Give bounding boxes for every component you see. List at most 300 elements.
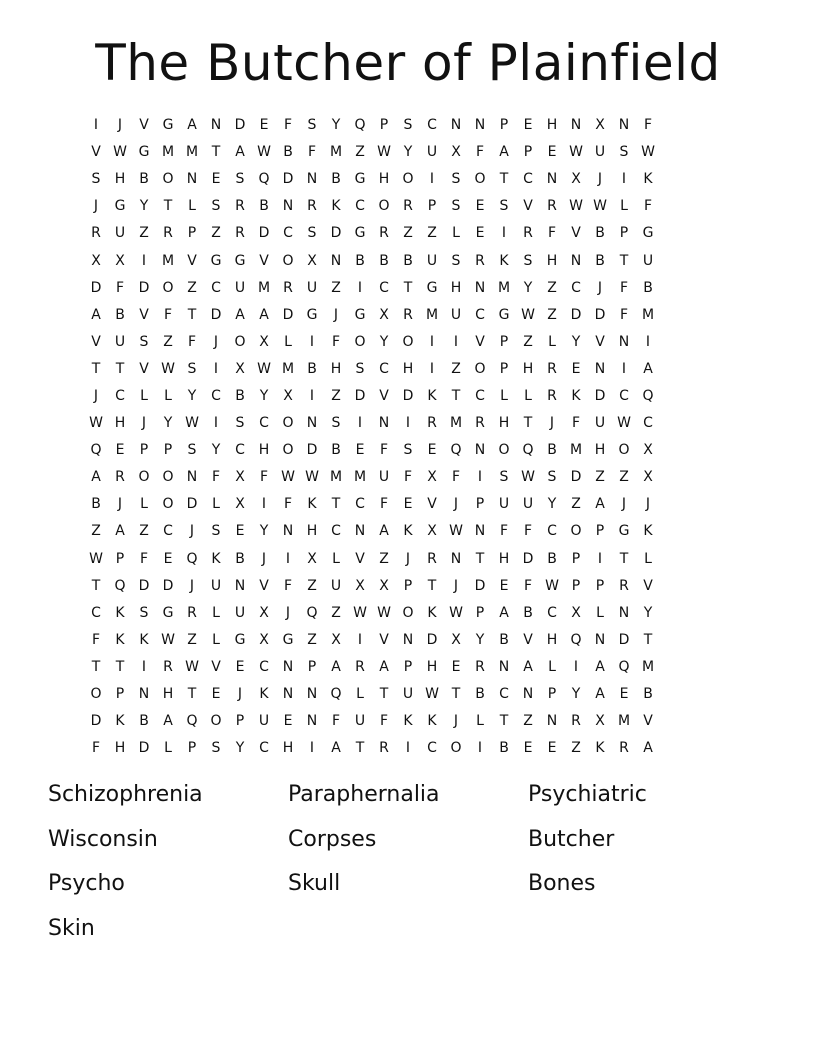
- grid-letter[interactable]: D: [162, 577, 174, 594]
- grid-letter[interactable]: W: [521, 469, 535, 486]
- grid-letter[interactable]: I: [501, 225, 507, 242]
- grid-letter[interactable]: J: [189, 523, 195, 540]
- grid-letter[interactable]: P: [403, 577, 413, 594]
- grid-letter[interactable]: U: [642, 252, 654, 269]
- grid-letter[interactable]: I: [453, 333, 459, 350]
- grid-letter[interactable]: C: [547, 604, 557, 621]
- grid-letter[interactable]: W: [353, 604, 367, 621]
- grid-letter[interactable]: Z: [403, 225, 413, 242]
- grid-letter[interactable]: C: [643, 415, 653, 432]
- grid-letter[interactable]: O: [498, 442, 510, 459]
- grid-letter[interactable]: K: [643, 523, 653, 540]
- grid-letter[interactable]: C: [619, 387, 629, 404]
- grid-letter[interactable]: G: [618, 523, 630, 540]
- grid-letter[interactable]: X: [451, 631, 461, 648]
- grid-letter[interactable]: Z: [379, 550, 389, 567]
- grid-letter[interactable]: N: [186, 469, 198, 486]
- grid-letter[interactable]: N: [546, 171, 558, 188]
- grid-letter[interactable]: G: [162, 604, 174, 621]
- grid-letter[interactable]: D: [330, 225, 342, 242]
- grid-letter[interactable]: Y: [475, 631, 485, 648]
- grid-letter[interactable]: R: [547, 198, 557, 215]
- grid-letter[interactable]: Y: [571, 333, 581, 350]
- grid-letter[interactable]: G: [354, 171, 366, 188]
- grid-letter[interactable]: L: [140, 496, 148, 513]
- grid-letter[interactable]: T: [115, 658, 125, 675]
- grid-letter[interactable]: B: [307, 360, 317, 377]
- grid-letter[interactable]: D: [426, 631, 438, 648]
- grid-letter[interactable]: I: [309, 387, 315, 404]
- grid-letter[interactable]: O: [570, 523, 582, 540]
- grid-letter[interactable]: X: [235, 469, 245, 486]
- grid-letter[interactable]: I: [477, 740, 483, 757]
- grid-letter[interactable]: Q: [522, 442, 534, 459]
- grid-letter[interactable]: R: [91, 225, 101, 242]
- grid-letter[interactable]: Z: [139, 225, 149, 242]
- grid-letter[interactable]: T: [643, 631, 653, 648]
- grid-letter[interactable]: X: [427, 523, 437, 540]
- grid-letter[interactable]: L: [596, 604, 604, 621]
- grid-letter[interactable]: B: [547, 550, 557, 567]
- grid-letter[interactable]: N: [306, 713, 318, 730]
- grid-letter[interactable]: E: [283, 713, 293, 730]
- grid-letter[interactable]: S: [235, 171, 245, 188]
- grid-letter[interactable]: W: [89, 550, 103, 567]
- grid-letter[interactable]: U: [306, 279, 318, 296]
- grid-letter[interactable]: I: [141, 658, 147, 675]
- grid-letter[interactable]: U: [330, 577, 342, 594]
- grid-letter[interactable]: N: [282, 198, 294, 215]
- grid-letter[interactable]: X: [379, 577, 389, 594]
- grid-letter[interactable]: N: [378, 415, 390, 432]
- grid-letter[interactable]: I: [621, 360, 627, 377]
- grid-letter[interactable]: A: [499, 144, 509, 161]
- grid-letter[interactable]: X: [283, 387, 293, 404]
- grid-letter[interactable]: R: [619, 740, 629, 757]
- grid-letter[interactable]: X: [643, 442, 653, 459]
- grid-letter[interactable]: S: [451, 198, 461, 215]
- grid-letter[interactable]: P: [571, 550, 581, 567]
- grid-letter[interactable]: W: [257, 144, 271, 161]
- grid-letter[interactable]: C: [379, 360, 389, 377]
- grid-letter[interactable]: T: [379, 686, 389, 703]
- grid-letter[interactable]: X: [331, 631, 341, 648]
- grid-letter[interactable]: C: [475, 306, 485, 323]
- grid-letter[interactable]: F: [547, 225, 557, 242]
- grid-letter[interactable]: Y: [235, 740, 245, 757]
- grid-letter[interactable]: H: [450, 279, 462, 296]
- grid-letter[interactable]: U: [498, 496, 510, 513]
- grid-letter[interactable]: J: [93, 387, 99, 404]
- grid-letter[interactable]: S: [187, 360, 197, 377]
- grid-letter[interactable]: P: [235, 713, 245, 730]
- grid-letter[interactable]: C: [475, 387, 485, 404]
- grid-letter[interactable]: R: [523, 225, 533, 242]
- grid-letter[interactable]: R: [163, 658, 173, 675]
- grid-letter[interactable]: D: [594, 306, 606, 323]
- grid-letter[interactable]: R: [115, 469, 125, 486]
- grid-letter[interactable]: G: [498, 306, 510, 323]
- grid-letter[interactable]: N: [618, 604, 630, 621]
- grid-letter[interactable]: C: [91, 604, 101, 621]
- grid-letter[interactable]: X: [571, 604, 581, 621]
- grid-letter[interactable]: R: [283, 279, 293, 296]
- grid-letter[interactable]: F: [283, 117, 293, 134]
- grid-letter[interactable]: D: [90, 279, 102, 296]
- grid-letter[interactable]: L: [284, 333, 292, 350]
- grid-letter[interactable]: D: [186, 496, 198, 513]
- grid-letter[interactable]: I: [573, 658, 579, 675]
- grid-letter[interactable]: Q: [450, 442, 462, 459]
- grid-letter[interactable]: O: [474, 360, 486, 377]
- grid-letter[interactable]: T: [499, 171, 509, 188]
- grid-letter[interactable]: C: [259, 415, 269, 432]
- grid-letter[interactable]: S: [211, 523, 221, 540]
- grid-letter[interactable]: A: [499, 604, 509, 621]
- grid-letter[interactable]: G: [210, 252, 222, 269]
- grid-letter[interactable]: U: [402, 686, 414, 703]
- grid-letter[interactable]: V: [523, 198, 533, 215]
- grid-letter[interactable]: F: [283, 577, 293, 594]
- grid-letter[interactable]: U: [522, 496, 534, 513]
- grid-letter[interactable]: E: [499, 577, 509, 594]
- grid-letter[interactable]: E: [475, 198, 485, 215]
- grid-letter[interactable]: E: [451, 658, 461, 675]
- grid-letter[interactable]: I: [645, 333, 651, 350]
- grid-letter[interactable]: L: [524, 387, 532, 404]
- grid-letter[interactable]: M: [161, 252, 175, 269]
- grid-letter[interactable]: Y: [571, 686, 581, 703]
- grid-letter[interactable]: N: [522, 686, 534, 703]
- grid-letter[interactable]: V: [139, 360, 149, 377]
- grid-letter[interactable]: H: [330, 360, 342, 377]
- grid-letter[interactable]: S: [211, 740, 221, 757]
- grid-letter[interactable]: A: [235, 306, 245, 323]
- grid-letter[interactable]: R: [547, 387, 557, 404]
- grid-letter[interactable]: T: [523, 415, 533, 432]
- grid-letter[interactable]: X: [307, 252, 317, 269]
- grid-letter[interactable]: C: [331, 523, 341, 540]
- grid-letter[interactable]: H: [114, 740, 126, 757]
- grid-letter[interactable]: E: [523, 740, 533, 757]
- grid-letter[interactable]: O: [402, 171, 414, 188]
- grid-letter[interactable]: D: [618, 631, 630, 648]
- grid-letter[interactable]: R: [571, 713, 581, 730]
- grid-letter[interactable]: L: [332, 550, 340, 567]
- grid-letter[interactable]: U: [594, 415, 606, 432]
- grid-letter[interactable]: N: [186, 171, 198, 188]
- grid-letter[interactable]: K: [115, 631, 125, 648]
- grid-letter[interactable]: T: [211, 144, 221, 161]
- grid-letter[interactable]: Q: [330, 686, 342, 703]
- grid-letter[interactable]: T: [187, 686, 197, 703]
- grid-letter[interactable]: A: [259, 306, 269, 323]
- grid-letter[interactable]: N: [450, 117, 462, 134]
- grid-letter[interactable]: V: [259, 252, 269, 269]
- grid-letter[interactable]: M: [257, 279, 271, 296]
- grid-letter[interactable]: U: [114, 333, 126, 350]
- grid-letter[interactable]: T: [475, 550, 485, 567]
- grid-letter[interactable]: R: [619, 577, 629, 594]
- grid-letter[interactable]: A: [91, 306, 101, 323]
- grid-letter[interactable]: F: [259, 469, 269, 486]
- grid-letter[interactable]: H: [498, 415, 510, 432]
- grid-letter[interactable]: V: [475, 333, 485, 350]
- grid-letter[interactable]: X: [595, 117, 605, 134]
- grid-letter[interactable]: I: [261, 496, 267, 513]
- grid-letter[interactable]: I: [405, 415, 411, 432]
- grid-letter[interactable]: X: [571, 171, 581, 188]
- grid-letter[interactable]: N: [234, 577, 246, 594]
- grid-letter[interactable]: W: [281, 469, 295, 486]
- grid-letter[interactable]: G: [162, 117, 174, 134]
- grid-letter[interactable]: J: [621, 496, 627, 513]
- grid-letter[interactable]: G: [282, 631, 294, 648]
- grid-letter[interactable]: O: [618, 442, 630, 459]
- grid-letter[interactable]: W: [569, 198, 583, 215]
- grid-letter[interactable]: K: [427, 713, 437, 730]
- grid-letter[interactable]: E: [403, 496, 413, 513]
- grid-letter[interactable]: F: [619, 279, 629, 296]
- grid-letter[interactable]: Q: [114, 577, 126, 594]
- grid-letter[interactable]: E: [259, 117, 269, 134]
- grid-letter[interactable]: T: [619, 550, 629, 567]
- grid-letter[interactable]: L: [476, 713, 484, 730]
- grid-letter[interactable]: G: [306, 306, 318, 323]
- grid-letter[interactable]: E: [475, 225, 485, 242]
- grid-letter[interactable]: I: [405, 740, 411, 757]
- grid-letter[interactable]: F: [643, 117, 653, 134]
- grid-letter[interactable]: U: [258, 713, 270, 730]
- grid-letter[interactable]: D: [234, 117, 246, 134]
- grid-letter[interactable]: I: [621, 171, 627, 188]
- grid-letter[interactable]: T: [427, 577, 437, 594]
- grid-letter[interactable]: Q: [642, 387, 654, 404]
- grid-letter[interactable]: B: [139, 171, 149, 188]
- grid-letter[interactable]: B: [379, 252, 389, 269]
- grid-letter[interactable]: Z: [163, 333, 173, 350]
- grid-letter[interactable]: Y: [259, 387, 269, 404]
- grid-letter[interactable]: G: [426, 279, 438, 296]
- grid-letter[interactable]: L: [164, 740, 172, 757]
- grid-letter[interactable]: V: [643, 713, 653, 730]
- grid-letter[interactable]: P: [139, 442, 149, 459]
- grid-letter[interactable]: M: [497, 279, 511, 296]
- grid-letter[interactable]: L: [212, 631, 220, 648]
- grid-letter[interactable]: R: [403, 198, 413, 215]
- grid-letter[interactable]: N: [306, 171, 318, 188]
- grid-letter[interactable]: B: [115, 306, 125, 323]
- grid-letter[interactable]: H: [546, 117, 558, 134]
- grid-letter[interactable]: V: [91, 144, 101, 161]
- grid-letter[interactable]: Z: [91, 523, 101, 540]
- grid-letter[interactable]: Y: [187, 387, 197, 404]
- grid-letter[interactable]: Y: [139, 198, 149, 215]
- grid-letter[interactable]: N: [282, 686, 294, 703]
- grid-letter[interactable]: J: [453, 496, 459, 513]
- grid-letter[interactable]: R: [403, 306, 413, 323]
- grid-letter[interactable]: I: [213, 360, 219, 377]
- grid-letter[interactable]: S: [331, 415, 341, 432]
- grid-letter[interactable]: R: [235, 225, 245, 242]
- grid-letter[interactable]: T: [115, 360, 125, 377]
- grid-letter[interactable]: D: [594, 387, 606, 404]
- grid-letter[interactable]: B: [595, 252, 605, 269]
- grid-letter[interactable]: I: [477, 469, 483, 486]
- grid-letter[interactable]: W: [161, 360, 175, 377]
- grid-letter[interactable]: V: [187, 252, 197, 269]
- grid-letter[interactable]: N: [498, 658, 510, 675]
- grid-letter[interactable]: B: [475, 686, 485, 703]
- grid-letter[interactable]: A: [91, 469, 101, 486]
- grid-letter[interactable]: V: [379, 387, 389, 404]
- grid-letter[interactable]: A: [643, 360, 653, 377]
- grid-letter[interactable]: A: [115, 523, 125, 540]
- grid-letter[interactable]: E: [547, 144, 557, 161]
- grid-letter[interactable]: P: [523, 144, 533, 161]
- grid-letter[interactable]: R: [307, 198, 317, 215]
- grid-letter[interactable]: U: [114, 225, 126, 242]
- grid-letter[interactable]: U: [210, 577, 222, 594]
- grid-letter[interactable]: O: [402, 333, 414, 350]
- grid-letter[interactable]: W: [377, 604, 391, 621]
- grid-letter[interactable]: O: [378, 198, 390, 215]
- grid-letter[interactable]: Y: [331, 117, 341, 134]
- grid-letter[interactable]: H: [522, 360, 534, 377]
- grid-letter[interactable]: U: [426, 144, 438, 161]
- grid-letter[interactable]: N: [210, 117, 222, 134]
- grid-letter[interactable]: N: [450, 550, 462, 567]
- grid-letter[interactable]: I: [93, 117, 99, 134]
- grid-letter[interactable]: F: [451, 469, 461, 486]
- grid-letter[interactable]: Z: [211, 225, 221, 242]
- grid-letter[interactable]: Z: [187, 631, 197, 648]
- grid-letter[interactable]: V: [523, 631, 533, 648]
- grid-letter[interactable]: N: [282, 523, 294, 540]
- grid-letter[interactable]: N: [282, 658, 294, 675]
- grid-letter[interactable]: E: [163, 550, 173, 567]
- grid-letter[interactable]: Q: [306, 604, 318, 621]
- grid-letter[interactable]: C: [115, 387, 125, 404]
- grid-letter[interactable]: P: [499, 333, 509, 350]
- grid-letter[interactable]: I: [309, 740, 315, 757]
- grid-letter[interactable]: F: [379, 713, 389, 730]
- grid-letter[interactable]: G: [642, 225, 654, 242]
- grid-letter[interactable]: I: [597, 550, 603, 567]
- grid-letter[interactable]: K: [643, 171, 653, 188]
- grid-letter[interactable]: W: [257, 360, 271, 377]
- grid-letter[interactable]: N: [474, 523, 486, 540]
- grid-letter[interactable]: P: [595, 577, 605, 594]
- grid-letter[interactable]: O: [162, 496, 174, 513]
- grid-letter[interactable]: I: [357, 279, 363, 296]
- grid-letter[interactable]: T: [619, 252, 629, 269]
- grid-letter[interactable]: B: [355, 252, 365, 269]
- grid-letter[interactable]: P: [403, 658, 413, 675]
- grid-letter[interactable]: C: [427, 740, 437, 757]
- grid-letter[interactable]: N: [354, 523, 366, 540]
- grid-letter[interactable]: A: [379, 658, 389, 675]
- grid-letter[interactable]: Z: [595, 469, 605, 486]
- grid-letter[interactable]: Q: [186, 550, 198, 567]
- grid-letter[interactable]: Y: [259, 523, 269, 540]
- grid-letter[interactable]: P: [427, 198, 437, 215]
- grid-letter[interactable]: B: [331, 171, 341, 188]
- grid-letter[interactable]: F: [187, 333, 197, 350]
- grid-letter[interactable]: H: [546, 631, 558, 648]
- grid-letter[interactable]: R: [379, 225, 389, 242]
- grid-letter[interactable]: J: [117, 496, 123, 513]
- grid-letter[interactable]: U: [234, 279, 246, 296]
- grid-letter[interactable]: K: [571, 387, 581, 404]
- grid-letter[interactable]: U: [234, 604, 246, 621]
- grid-letter[interactable]: B: [403, 252, 413, 269]
- grid-letter[interactable]: V: [379, 631, 389, 648]
- grid-letter[interactable]: E: [211, 171, 221, 188]
- grid-letter[interactable]: D: [570, 306, 582, 323]
- grid-letter[interactable]: A: [523, 658, 533, 675]
- grid-letter[interactable]: Y: [403, 144, 413, 161]
- grid-letter[interactable]: F: [331, 713, 341, 730]
- grid-letter[interactable]: W: [377, 144, 391, 161]
- grid-letter[interactable]: V: [355, 550, 365, 567]
- grid-letter[interactable]: R: [475, 658, 485, 675]
- grid-letter[interactable]: A: [187, 117, 197, 134]
- grid-letter[interactable]: S: [523, 252, 533, 269]
- grid-letter[interactable]: K: [403, 713, 413, 730]
- grid-letter[interactable]: E: [619, 686, 629, 703]
- grid-letter[interactable]: C: [571, 279, 581, 296]
- grid-letter[interactable]: P: [163, 442, 173, 459]
- grid-letter[interactable]: F: [499, 523, 509, 540]
- grid-letter[interactable]: Z: [307, 631, 317, 648]
- grid-letter[interactable]: C: [283, 225, 293, 242]
- grid-letter[interactable]: N: [618, 117, 630, 134]
- grid-letter[interactable]: D: [282, 306, 294, 323]
- grid-letter[interactable]: Y: [379, 333, 389, 350]
- grid-letter[interactable]: J: [237, 686, 243, 703]
- grid-letter[interactable]: E: [211, 686, 221, 703]
- grid-letter[interactable]: U: [354, 713, 366, 730]
- grid-letter[interactable]: I: [357, 631, 363, 648]
- grid-letter[interactable]: F: [211, 469, 221, 486]
- grid-letter[interactable]: D: [570, 469, 582, 486]
- grid-letter[interactable]: O: [162, 469, 174, 486]
- grid-letter[interactable]: M: [641, 658, 655, 675]
- grid-letter[interactable]: J: [597, 171, 603, 188]
- grid-letter[interactable]: A: [331, 740, 341, 757]
- grid-letter[interactable]: X: [355, 577, 365, 594]
- grid-letter[interactable]: Z: [355, 144, 365, 161]
- grid-letter[interactable]: F: [619, 306, 629, 323]
- grid-letter[interactable]: R: [475, 415, 485, 432]
- grid-letter[interactable]: W: [449, 523, 463, 540]
- grid-letter[interactable]: Z: [547, 306, 557, 323]
- grid-letter[interactable]: Q: [618, 658, 630, 675]
- grid-letter[interactable]: J: [93, 198, 99, 215]
- grid-letter[interactable]: U: [594, 144, 606, 161]
- grid-letter[interactable]: E: [427, 442, 437, 459]
- grid-letter[interactable]: H: [594, 442, 606, 459]
- grid-letter[interactable]: D: [210, 306, 222, 323]
- grid-letter[interactable]: A: [163, 713, 173, 730]
- grid-letter[interactable]: R: [379, 740, 389, 757]
- grid-letter[interactable]: X: [259, 604, 269, 621]
- grid-letter[interactable]: W: [425, 686, 439, 703]
- grid-letter[interactable]: H: [162, 686, 174, 703]
- grid-letter[interactable]: A: [595, 686, 605, 703]
- grid-letter[interactable]: H: [402, 360, 414, 377]
